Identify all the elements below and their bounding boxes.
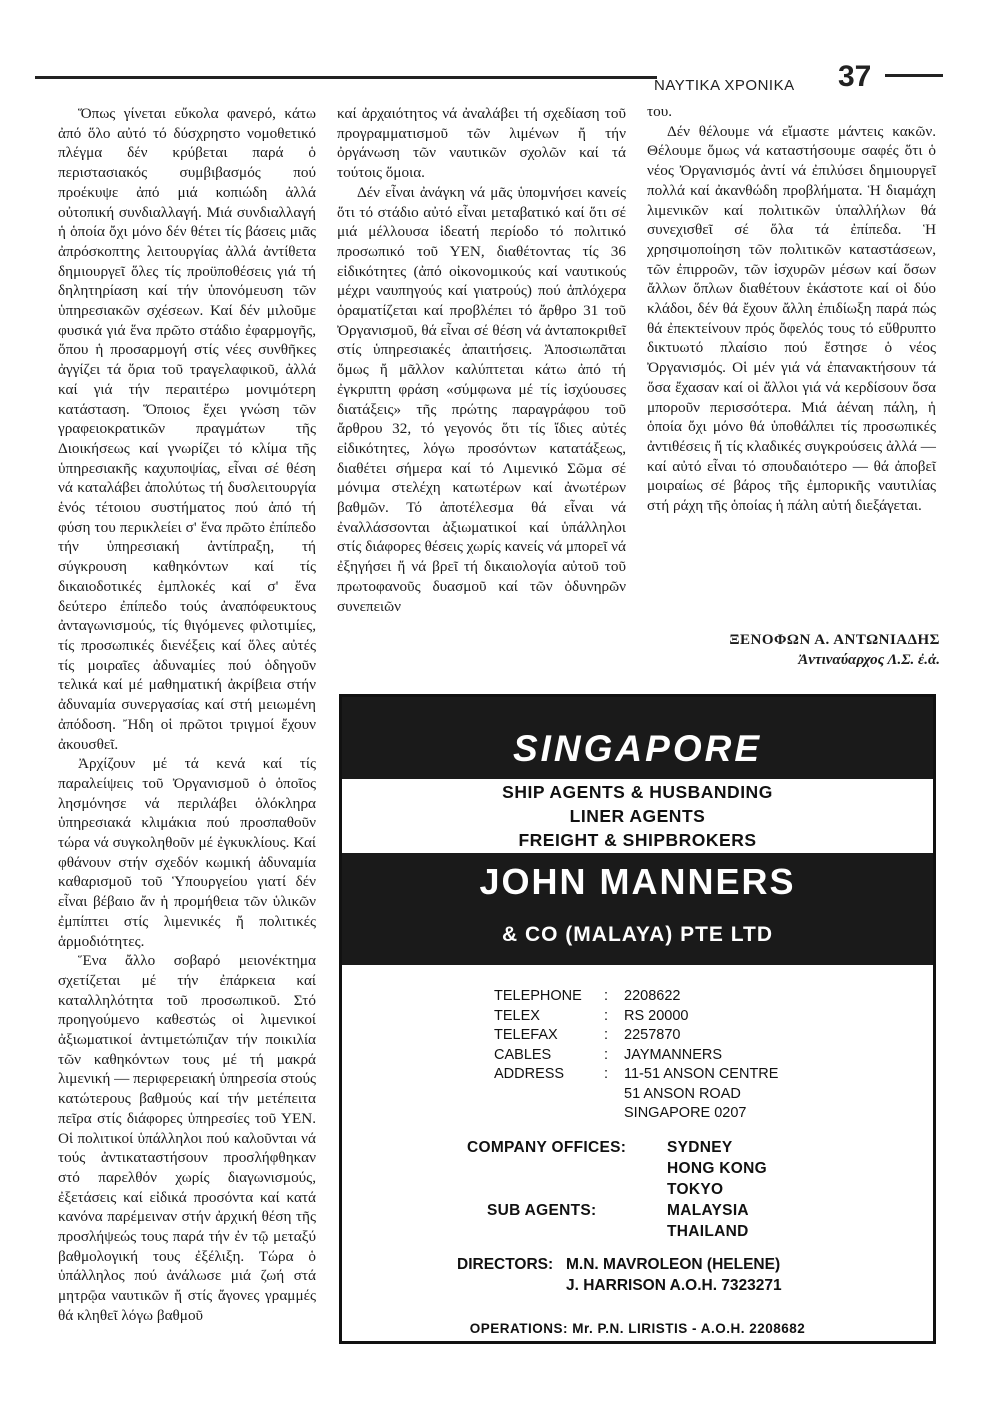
magazine-title: ΝΑΥΤΙΚΑ ΧΡΟΝΙΚΑ xyxy=(654,77,795,94)
paragraph: Ἕνα ἄλλο σοβαρό μειονέκτημα σχετίζεται μέ τήν ἐπάρκεια καί καταλληλότητα τοῦ προσωπικοῦ. Στό προηγούμενο καθεστώς οἱ λιμενικοί ἀξιωματικοί ἀντιμετώπιζαν τήν ποικιλία τῶν καθηκόντων τους μέ τή μακρά λιμενική — περιφερειακή ὑπηρεσία στούς κατώτερους βαθμούς καί τήν μετέπειτα πεῖρα στίς διάφορες ὑπηρεσίες τοῦ ΥΕΝ. Οἱ πολιτικοί ὑπάλληλοι πού καλοῦνται νά τούς ἀντικαταστήσουν προσλήφθηκαν στό παρελθόν χωρίς διαγωνισμούς, ἐξετάσεις καί εἰδικά προσόντα καί κατά κανόνα παρέμειναν στήν ἀρχική θέση τῆς προσλήψεώς τους παρά τήν ἐν τῷ μεταξύ βαθμολογική τους ἐξέλιξη. Τώρα ὁ ὑπάλληλος πού ἀνάλωσε μιά ζωή στά μητρῷα ναυτικῶν ἤ στίς ἄγονες γραμμές θά κληθεῖ λόγω βαθμοῦ xyxy=(58,952,316,1324)
paragraph: Ἀρχίζουν μέ τά κενά καί τίς παραλείψεις τοῦ Ὀργανισμοῦ ὁ ὁποῖος λησμόνησε νά περιλάβει ὁλόκληρα ὑπηρεσιακά κλιμάκια πού προσπαθοῦν τώρα νά συγκοληθοῦν μέ ἐγκυκλίους. Καί φθάνουν στήν σχεδόν κωμική ἀδυναμία καθαρισμοῦ τοῦ Ὑπουργείου γιατί δέν εἶναι βέβαιο ἄν ἡ προμήθεια τῶν ὑλικῶν ἐμπίπτει στίς λιμενικές ἤ πολιτικές ἁρμοδιότητες. xyxy=(58,755,316,950)
ad-services xyxy=(342,779,933,860)
contact-label: CABLES xyxy=(494,1046,552,1063)
office-city: TOKYO xyxy=(667,1181,724,1198)
article-column-2 xyxy=(337,104,626,616)
contact-label: TELEPHONE xyxy=(494,988,582,1004)
author-title: Ἀντιναύαρχος Λ.Σ. ἐ.ἀ. xyxy=(798,652,940,668)
office-city: SYDNEY xyxy=(667,1139,733,1156)
sub-agent-country: THAILAND xyxy=(667,1223,749,1240)
contact-label: ADDRESS xyxy=(494,1066,565,1082)
contact-row: ADDRESS : 11-51 ANSON CENTRE xyxy=(494,1065,778,1085)
contact-row: TELEX : RS 20000 xyxy=(494,1007,778,1027)
paragraph: Δέν θέλουμε νά εἴμαστε μάντεις κακῶν. Θέλουμε ὅμως νά καταστήσουμε σαφές ὅτι ὁ νέος Ὀργανισμός ἀντί νά ἐπιλύσει δημιουργεῖ πολλά καί ἀκανθώδη προβλήματα. Ἡ διαμάχη λιμενικῶν καί πολιτικῶν ὑπαλλήλων θά συνεχισθεῖ σέ ὅλα τά ἐπίπεδα. Ἡ χρησιμοποίηση τῶν πολιτικῶν καταστάσεων, τῶν ἐπιρροῶν, τῶν ἰσχυρῶν μέσων καί ὅσων ἄλλων ὅπλων διαθέτουν ἑκάστοτε καί οἱ δύο κλάδοι, δέν θά ἔχουν ἄλλη ἐπιδίωξη παρά πώς θά ἐπεκτείνουν πρός ὄφελός τους τό εὔθρυπτο δικτυωτό πλαίσιο πού ἔστησε ὁ νέος Ὀργανισμός. Οἱ μέν γιά νά ἐπανακτήσουν τά ὅσα ἔχασαν καί οἱ ἄλλοι γιά νά κερδίσουν ὅσα μποροῦν περισσότερα. Μιά ἀέναη πάλη, ἡ ὁποία ὄχι μόνο θά ὑποθάλπει τίς προσωπικές ἀντιθέσεις ἤ τίς κλαδικές συγκρούσεις ἀλλά — καί αὐτό εἶναι τό σπουδαιότερο — θά ἀποβεῖ μοιραίως σέ βάρος τῆς ἐμπορικῆς ναυτιλίας στή ράχη τῆς ὁποίας ἡ πάλη αὐτή διεξάγεται. xyxy=(647,122,936,515)
ad-service-line: LINER AGENTS xyxy=(569,806,706,826)
contact-value: 11-51 ANSON CENTRE xyxy=(624,1066,779,1082)
author-signature xyxy=(640,630,940,670)
ad-company-name: JOHN MANNERS xyxy=(479,861,796,902)
ad-top-band xyxy=(342,697,933,779)
contact-value: 2257870 xyxy=(624,1027,681,1043)
ad-directors xyxy=(457,1254,782,1296)
director-name: J. HARRISON A.O.H. 7323271 xyxy=(566,1277,782,1294)
contact-label: TELEX xyxy=(494,1007,540,1024)
sub-agent-country: MALAYSIA xyxy=(667,1202,749,1219)
contact-row: TELEPHONE : 2208622 xyxy=(494,987,778,1007)
header-rule-right xyxy=(885,74,943,77)
contact-label: TELEFAX xyxy=(494,1027,558,1043)
header-rule-left xyxy=(35,76,657,79)
paragraph: του. xyxy=(647,103,673,120)
address-line-text: 51 ANSON ROAD xyxy=(624,1085,741,1102)
sub-agents-label: SUB AGENTS: xyxy=(487,1202,597,1219)
paragraph: καί ἀρχαιότητος νά ἀναλάβει τή σχεδίαση τοῦ προγραμματισμοῦ τῶν λιμένων ἤ τήν ὀργάνωση τῶν ναυτικῶν σχολῶν καί τά τούτοις ὅμοια. xyxy=(337,105,626,182)
ad-offices xyxy=(467,1137,767,1242)
ad-service-line: FREIGHT & SHIPBROKERS xyxy=(518,830,757,850)
company-offices-label: COMPANY OFFICES: xyxy=(467,1139,627,1156)
paragraph: Δέν εἶναι ἀνάγκη νά μᾶς ὑπομνήσει κανείς ὅτι τό στάδιο αὐτό εἶναι μεταβατικό καί ὅτι σέ μιά μέλλουσα ἰδεατή περίοδο τό πολιτικό προσωπικό τοῦ ΥΕΝ, διαθέτοντας τίς 36 εἰδικότητες (ἀπό οἰκονομικούς καί ναυτικούς μέχρι ναυπηγούς καί γιατρούς) πού ἁπλόχερα ὁραματίζεται καί προβλέπει τό ἄρθρο 31 τοῦ Ὀργανισμοῦ, θά εἶναι σέ θέση νά ἀνταποκριθεῖ στίς ὑπηρεσιακές ἀπαιτήσεις. Ἀποσιωπᾶται ὅμως ἤ μᾶλλον καλύπτεται κάτω ἀπό τή ἐγκριπτη φράση «σύμφωνα μέ τίς ἰσχύουσες διατάξεις» τῆς πρώτης παραγράφου τοῦ ἄρθρου 32, τό γεγονός ὅτι τίς ἴδιες αὐτές εἰδικότητες, λόγω προσόντων κατατάξεως, διαθέτει σήμερα καί τό Λιμενικό Σῶμα σέ μόνιμα στελέχη κατωτέρων καί ἀνωτέρων βαθμῶν. Τό ἀποτέλεσμα θά εἶναι νά ἐναλλάσσονται ἀξιωματικοί καί ὑπάλληλοι στίς διάφορες θέσεις χωρίς κανείς νά μπορεῖ νά ἐξηγήσει ἤ νά βρεῖ τή δικαιολογία αὐτοῦ τοῦ πρωτοφανοῦς δυασμοῦ καί τῶν ὀδυνηρῶν συνεπειῶν xyxy=(337,183,626,615)
office-city: HONG KONG xyxy=(667,1160,768,1177)
ad-company-band xyxy=(342,853,933,965)
paragraph: Ὅπως γίνεται εὔκολα φανερό, κάτω ἀπό ὅλο αὐτό τό δύσχρηστο νομοθετικό πλέγμα δέν κρύβεται παρά ὁ περιστασιακός συμβιβασμός πού προέκυψε ἀπό μιά κοπιώδη ἀλλά οὐτοπική συνδιαλλαγή. Μιά συνδιαλλαγή ἡ ὁποία ὄχι μόνο δέν θέτει τίς βάσεις μιᾶς ἀπρόσκοπτης λειτουργίας ἀλλά ἀντίθετα δημιουργεῖ ὅλες τίς προϋποθέσεις γιά τή δηλητηρίαση καί τήν ὑπονόμευση τῶν ὑπηρεσιακῶν σχέσεων. Καί δέν μιλοῦμε φυσικά γιά ἕνα πρῶτο στάδιο ἐφαρμογῆς, ὅπου ἡ προσαρμογή στίς νέες συνθῆκες ἀγγίζει τά ὅρια τοῦ τραγελαφικοῦ, ἀλλά καί γιά τήν περαιτέρω μονιμότερη κατάσταση. Ὅποιος ἔχει γνώση τῶν γραφειοκρατικῶν πραγμάτων τῆς Διοικήσεως καί γνωρίζει τό κλίμα τῆς ὑπηρεσιακῆς καχυποψίας, εἶναι σέ θέση νά καταλάβει ἀπολύτως τή δυσλειτουργία ἑνός τέτοιου συστήματος πού ἀπό τή φύση του περικλείει σ' ἕνα πρῶτο ἐπίπεδο τήν ὑπηρεσιακή ἀντίπραξη, τή σύγκρουση καθηκόντων καί τίς δικαιοδοτικές ἐμπλοκές καί σ' ἕνα δεύτερο ἐπίπεδο τούς ἀναπόφευκτους ἀνταγωνισμούς, τίς θιγόμενες φιλοτιμίες, τίς προσωπικές διενέξεις καί ὅλες αὐτές τίς μοιραῖες ἀδυναμίες πού ὁδηγοῦν τελικά καί μέ μαθηματική ἀκρίβεια στήν ἀδυναμία συνεργασίας καί στή μειωμένη ἀπόδοση. Ἤδη οἱ πρῶτοι τριγμοί ἔχουν ἀκουσθεῖ. xyxy=(58,105,316,753)
contact-value: JAYMANNERS xyxy=(624,1046,723,1063)
directors-row xyxy=(457,1254,782,1296)
contact-row: CABLES : JAYMANNERS xyxy=(494,1046,778,1066)
address-line-text: SINGAPORE 0207 xyxy=(624,1105,747,1121)
contact-row: TELEFAX : 2257870 xyxy=(494,1026,778,1046)
article-column-1 xyxy=(58,104,316,1326)
ad-contacts xyxy=(494,987,778,1124)
ad-company-subtitle: & CO (MALAYA) PTE LTD xyxy=(501,923,774,946)
company-offices-row xyxy=(467,1137,767,1200)
directors-label: DIRECTORS: xyxy=(457,1256,554,1273)
address-line xyxy=(494,1085,778,1105)
address-line xyxy=(494,1104,778,1124)
page-number: 37 xyxy=(838,60,872,93)
contact-value: RS 20000 xyxy=(624,1007,689,1024)
director-name: M.N. MAVROLEON (HELENE) xyxy=(566,1256,781,1273)
ad-operations: OPERATIONS: Mr. P.N. LIRISTIS - A.O.H. 2208682 xyxy=(469,1321,806,1336)
ad-service-line: SHIP AGENTS & HUSBANDING xyxy=(502,782,773,802)
article-column-3 xyxy=(647,102,936,516)
advertisement-box xyxy=(339,694,936,1344)
sub-agents-row xyxy=(467,1200,767,1242)
contact-value: 2208622 xyxy=(624,988,681,1004)
ad-location: SINGAPORE xyxy=(512,728,763,769)
author-name: ΞΕΝΟΦΩΝ Α. ΑΝΤΩΝΙΑΔΗΣ xyxy=(729,632,940,648)
